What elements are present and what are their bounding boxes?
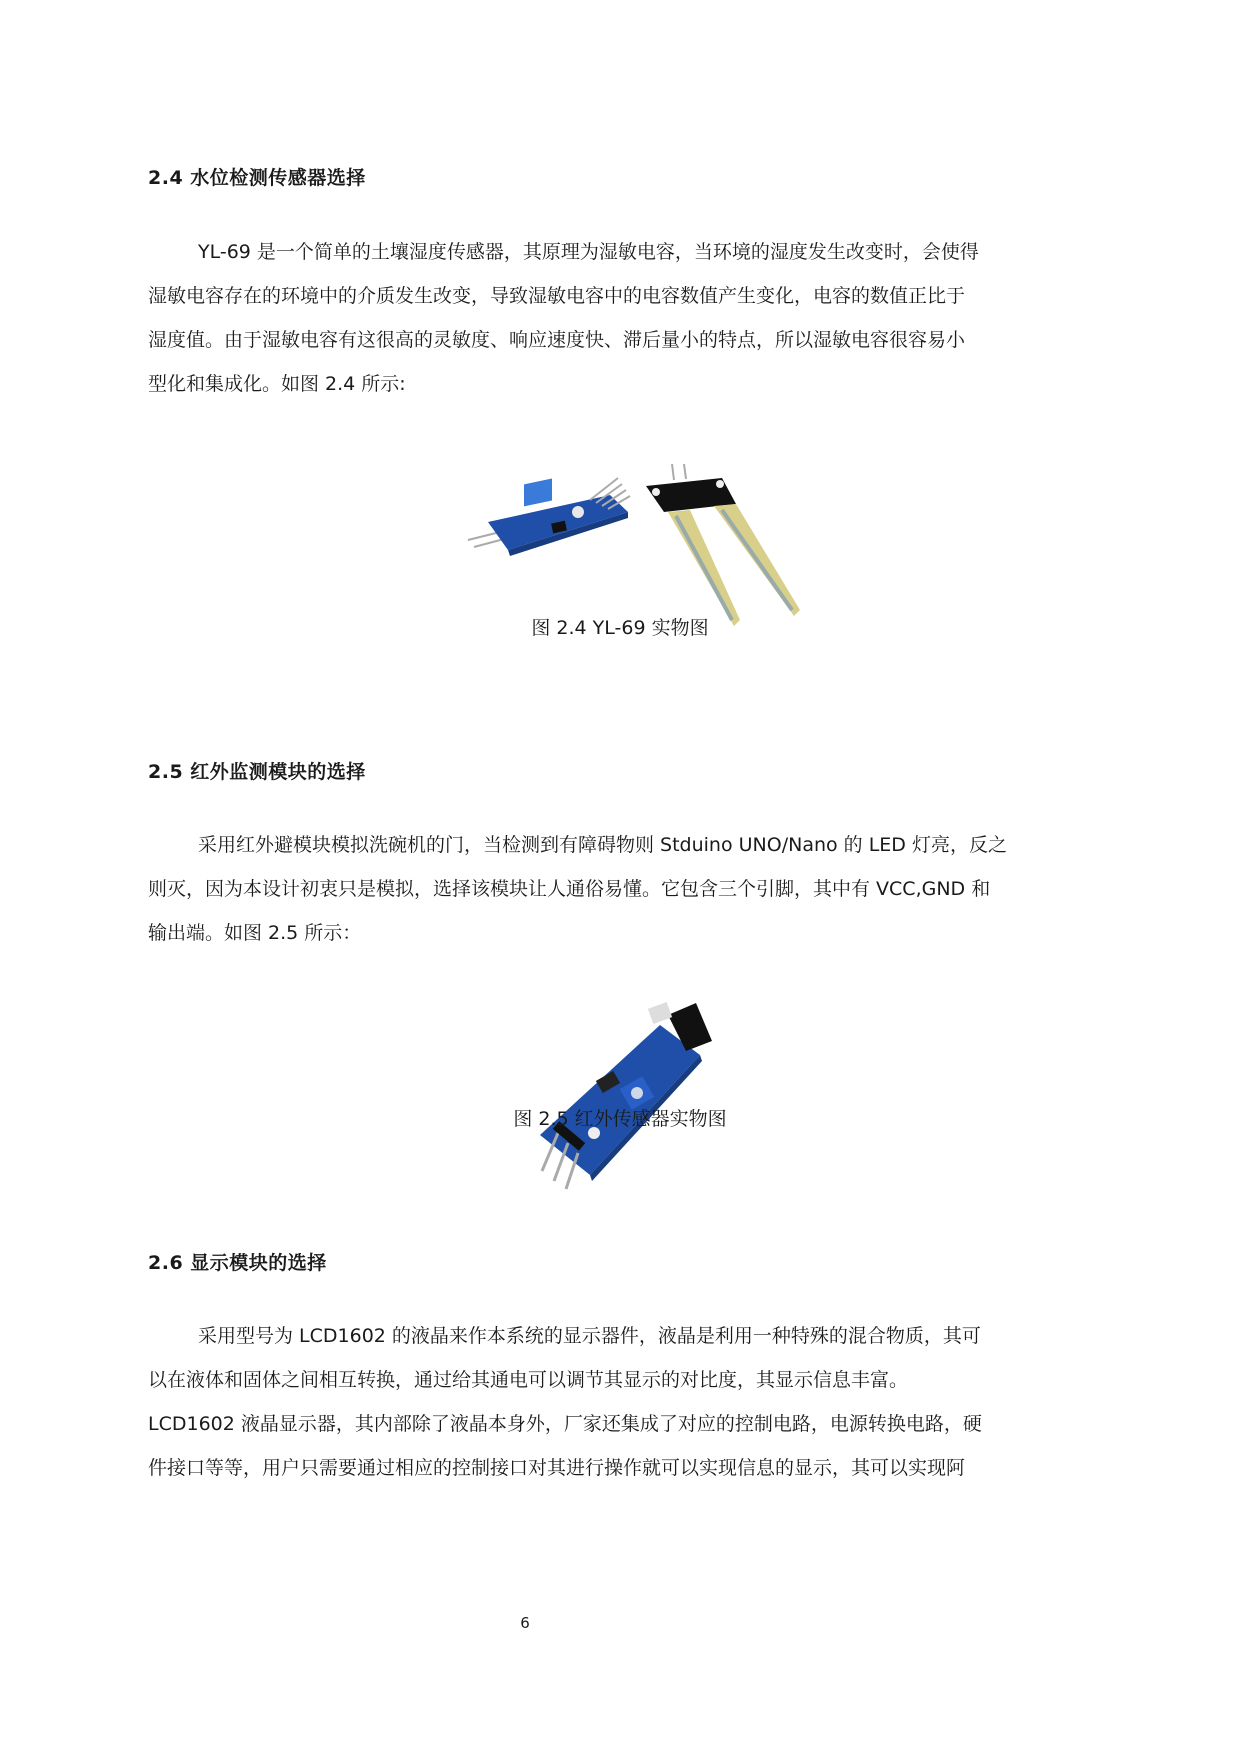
paragraph-line: 则灭，因为本设计初衷只是模拟，选择该模块让人通俗易懂。它包含三个引脚，其中有 VCC,GND 和 [148, 878, 991, 900]
section-2-6-paragraph [148, 1314, 1090, 1490]
paragraph-line: 输出端。如图 2.5 所示： [148, 922, 362, 944]
section-2-4-paragraph [148, 230, 1090, 406]
paragraph-line: 件接口等等，用户只需要通过相应的控制接口对其进行操作就可以实现信息的显示，其可以实现阿 [148, 1457, 966, 1479]
paragraph-line: 湿度值。由于湿敏电容有这很高的灵敏度、响应速度快、滞后量小的特点，所以湿敏电容很容易小 [148, 329, 966, 351]
page-number: 6 [520, 1614, 530, 1632]
paragraph-line: 采用红外避模块模拟洗碗机的门，当检测到有障碍物则 Stduino UNO/Nano 的 LED 灯亮，反之 [198, 834, 1007, 856]
ir-sensor-illustration [490, 985, 750, 1195]
paragraph-line: YL-69 是一个简单的土壤湿度传感器，其原理为湿敏电容，当环境的湿度发生改变时，会使得 [198, 241, 979, 263]
paragraph-line: LCD1602 液晶显示器，其内部除了液晶本身外，厂家还集成了对应的控制电路，电源转换电路，硬 [148, 1413, 982, 1435]
paragraph-line: 采用型号为 LCD1602 的液晶来作本系统的显示器件，液晶是利用一种特殊的混合物质，其可 [198, 1325, 981, 1347]
section-heading-2-6: 2.6 显示模块的选择 [148, 1252, 327, 1274]
paragraph-line: 以在液体和固体之间相互转换，通过给其通电可以调节其显示的对比度，其显示信息丰富。 [148, 1369, 909, 1391]
section-heading-2-5: 2.5 红外监测模块的选择 [148, 761, 366, 783]
section-heading-2-4: 2.4 水位检测传感器选择 [148, 167, 366, 189]
section-2-5-paragraph [148, 823, 1090, 955]
paragraph-line: 湿敏电容存在的环境中的介质发生改变，导致湿敏电容中的电容数值产生变化，电容的数值正比于 [148, 285, 966, 307]
figure-2-5-caption: 图 2.5 红外传感器实物图 [513, 1108, 727, 1130]
figure-2-4-caption: 图 2.4 YL-69 实物图 [531, 617, 709, 639]
paragraph-line: 型化和集成化。如图 2.4 所示: [148, 373, 406, 395]
figure-ir-sensor-image [490, 985, 750, 1195]
